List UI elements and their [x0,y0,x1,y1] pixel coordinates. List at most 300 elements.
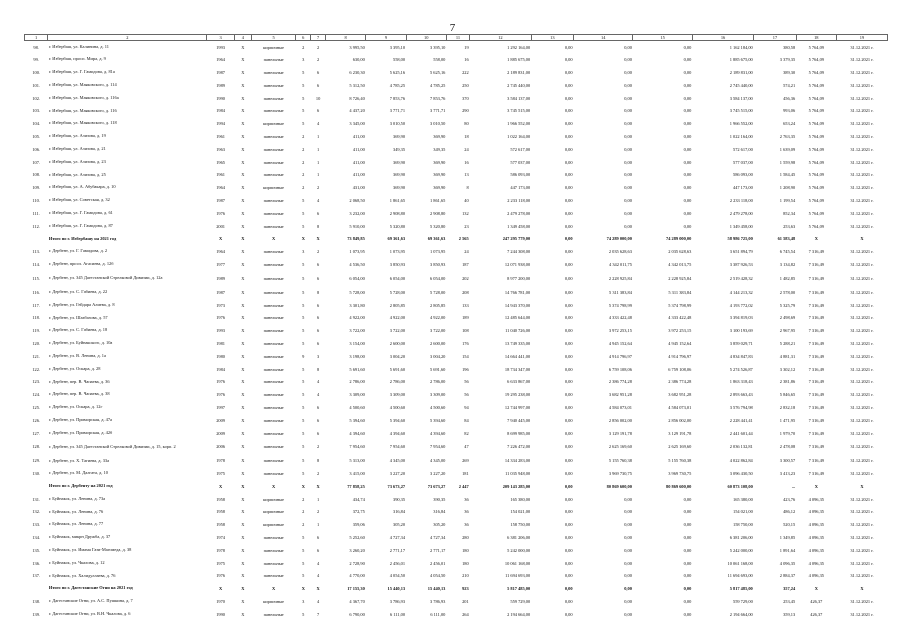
table-cell: Х [241,172,245,178]
table-cell: 0,00 [683,535,692,541]
table-cell: 3 969 730,75 [608,471,632,477]
table-cell: 1 162 184,00 [729,44,753,50]
address-cell: г. Дербент, ул. М. Далгата, д. 10 [48,470,108,476]
table-cell: 447 173,00 [733,185,753,191]
table-cell: 31.12.2021 г. [850,223,874,229]
table-cell: 247 295 779,00 [502,236,531,242]
subtotal-row [25,582,888,595]
table-cell: 2006 [216,444,225,450]
table-cell: 1976 [216,210,225,216]
table-cell: 1970 [216,599,225,605]
address-cell: г. Дербент, ул. Гейдара Алиева, д. 8 [48,301,115,307]
table-cell: 447 173,00 [510,185,531,191]
table-cell: 280 [462,535,469,541]
table-cell: 426,37 [810,611,823,617]
table-cell: 11 040 726,00 [505,328,531,334]
table-cell: 31.12.2021 г. [850,496,874,502]
page-number: 7 [449,22,456,34]
table-row [25,53,888,66]
table-cell: 4 785,25 [429,82,446,88]
table-cell: 2 856 002,00 [608,417,632,423]
table-cell: 0,00 [564,599,573,605]
table-cell: 80 [464,121,469,127]
table-cell: 1 [317,496,320,502]
table-cell: 122. [32,366,40,372]
address-cell: г. Дербент, ул. Х. Тагиева, д. 33а [48,457,110,463]
table-cell: 305,20 [393,522,406,528]
table-cell: 1 292 164,00 [507,44,531,50]
table-row [25,557,888,570]
table-cell: 5 394,60 [389,417,406,423]
table-cell: 7 316,49 [808,261,824,267]
address-cell: г. Дербент, пер. В. Чапаева, д. 38 [48,391,110,397]
table-cell: 577 037,00 [510,159,531,165]
table-cell: 2 786,00 [389,379,406,385]
table-cell: 264 [462,611,469,617]
table-cell: 1976 [216,573,225,579]
table-cell: 1 [317,522,320,528]
table-cell: 6 [317,328,320,334]
table-row [25,544,888,557]
table-cell: 5 728,00 [389,289,406,295]
table-cell: 1 891,64 [779,547,796,553]
table-cell: 137. [32,573,40,579]
table-cell: 1987 [216,197,225,203]
table-cell: панельные [263,108,284,114]
table-cell: 6 [317,535,320,541]
table-cell: 7 244 308,00 [507,249,531,255]
table-cell: кирпичные [263,121,285,127]
address-cell: г. Буйнакск, ул. Имама Гази-Магомеда, д. 38 [48,547,132,553]
table-cell: 2 228 441,41 [729,417,753,423]
table-cell: 222 [462,69,469,75]
table-cell: Х [241,315,245,321]
table-cell: 993,06 [783,108,796,114]
address-cell: г. Избербаш, ул. Калинина, д. 11 [48,43,109,49]
table-cell: 0,00 [564,560,573,566]
table-cell: 369,90 [393,159,406,165]
table-cell: 558,00 [433,57,446,63]
table-cell: Х [219,236,223,242]
table-cell: 369,90 [433,185,446,191]
table-cell: 109. [32,185,40,191]
table-cell: 5 625,16 [429,69,446,75]
table-cell: 4 367,70 [349,599,365,605]
table-cell: 4 096,35 [808,547,824,553]
table-cell: 5 [302,108,305,114]
table-cell: 2 233 118,00 [729,197,753,203]
table-cell: 3 232,00 [349,210,365,216]
table-cell: 154 [462,353,469,359]
table-cell: 2 456,01 [389,560,406,566]
table-cell: 2 381,86 [779,379,796,385]
table-cell: 0,00 [624,69,632,75]
table-cell: 31.12.2021 г. [850,430,874,436]
table-cell: 2 771,17 [389,547,406,553]
table-cell: 31.12.2021 г. [850,57,874,63]
table-cell: Х [219,483,223,489]
table-cell: 0,00 [564,172,573,178]
table-row [25,531,888,544]
table-cell: 456,36 [783,95,796,101]
table-cell: 4 [317,599,320,605]
table-cell: 4 834 847,83 [729,353,753,359]
table-cell: 1 208,90 [779,185,796,191]
table-cell: 5 [302,340,305,346]
table-cell: 4 096,35 [779,560,796,566]
table-cell: 2 [302,159,305,165]
table-cell: 3 227,20 [389,471,406,477]
table-cell: Х [241,223,245,229]
table-cell: 2 068,50 [349,197,365,203]
table-cell: 31.12.2021 г. [850,599,874,605]
table-cell: 0,00 [564,430,573,436]
table-cell: 2 786,00 [429,379,446,385]
table-cell: 16 [464,159,469,165]
address-cell: г. Буйнакск, ул. Ленина, д. 77 [48,521,104,527]
table-cell: 0,00 [564,261,573,267]
address-cell: г. Дербент, ул. С. Габиева, д. 18 [48,327,108,333]
table-cell: 4 922,00 [429,315,446,321]
table-cell: 7 316,49 [808,249,824,255]
table-cell: 31.12.2021 г. [850,261,874,267]
table-cell: 253,63 [783,223,796,229]
address-cell: г. Избербаш, ул. Маяковского, д. 118 [48,120,117,126]
table-cell: 119. [32,328,40,334]
table-cell: Х [241,328,245,334]
table-cell: 0,00 [564,573,573,579]
table-cell: 4 345,00 [429,458,446,464]
table-cell: 106. [32,146,40,152]
table-cell: 3 786,93 [429,599,446,605]
table-cell: 5 [302,392,305,398]
table-cell: 94 [464,404,469,410]
table-cell: 3 004,20 [389,353,406,359]
table-cell: панельные [263,611,284,617]
address-cell: г. Дагестанские Огни, ул. В.Н. Чкалова, д. 6 [48,611,131,617]
table-cell: Х [860,483,864,489]
table-cell: 5 320,80 [429,223,446,229]
table-cell: 1964 [216,185,225,191]
table-cell: 208 [462,289,469,295]
table-cell: 2 771,17 [429,547,446,553]
table-cell: 2 [302,509,305,515]
table-cell: 5 252,60 [349,535,365,541]
address-cell: г. Избербаш, ул. А. Абубакара, д. 10 [48,184,116,190]
table-row [25,143,888,156]
table-cell: 0,00 [564,197,573,203]
table-cell: Х [241,159,245,165]
table-cell: 0,00 [564,275,573,281]
table-cell: 2 441 601,44 [729,430,753,436]
table-cell: 1 073,95 [429,249,446,255]
table-cell: 36 [464,522,469,528]
table-cell: 3 198,00 [349,353,365,359]
table-cell: 0,00 [564,379,573,385]
table-cell: 520,15 [783,522,796,528]
table-cell: 8 [317,289,320,295]
table-cell: 5 728,00 [429,289,446,295]
table-cell: 1961 [216,133,225,139]
table-cell: панельные [263,535,284,541]
column-number: 13 [531,35,573,41]
table-cell: 3 301,80 [349,302,365,308]
table-cell: 5 817 485,00 [507,586,531,592]
table-cell: 0,00 [564,471,573,477]
table-row [25,299,888,312]
table-cell: 5 846,65 [779,392,796,398]
table-cell: 390,35 [393,496,406,502]
table-cell: 4 945 152,64 [668,340,692,346]
table-cell: панельные [263,210,284,216]
table-cell: 5 394,60 [349,417,365,423]
table-cell: 0,00 [564,535,573,541]
table-cell: 0,00 [624,535,632,541]
table-cell: 2 228 925,84 [608,275,632,281]
table-cell: Х [241,392,245,398]
table-cell: Х [219,586,223,592]
table-cell: 5 374 798,99 [668,302,692,308]
table-cell: 5 910,00 [349,223,365,229]
table-cell: 2009 [216,417,225,423]
table-cell: 129. [32,458,40,464]
table-cell: 6 [317,210,320,216]
table-cell: 0,00 [624,82,632,88]
table-cell: 31.12.2021 г. [850,108,874,114]
table-cell: 4 144 213,32 [729,289,753,295]
table-cell: 133 [462,302,469,308]
table-cell: 74 289 000,00 [666,236,692,242]
table-cell: 0,00 [624,159,632,165]
table-cell: 36 [464,509,469,515]
table-cell: 23 [464,223,469,229]
table-cell: 5 817 485,00 [729,586,753,592]
table-cell: 349,35 [433,146,446,152]
address-cell: г. Дербент, ул. 345 Дагестанской Стрелковой Дивизии, д. 12а [48,275,163,281]
table-cell: 15 440,13 [427,586,446,592]
table-row [25,258,888,271]
table-cell: 12 485 644,00 [504,315,531,321]
table-cell: панельные [263,573,284,579]
table-cell: 5 728,00 [349,289,365,295]
table-cell: 2 [317,249,320,255]
table-cell: 423,76 [783,496,796,502]
table-cell: Х [316,483,320,489]
table-cell: 14 334 283,00 [504,458,531,464]
table-cell: 4 584 073,01 [608,404,632,410]
table-cell: 0,00 [564,82,573,88]
table-cell: 7 316,49 [808,340,824,346]
table-row [25,350,888,363]
table-cell: 5 155 760,38 [668,458,692,464]
table-cell: 115. [32,275,40,281]
table-cell: 1 885 675,00 [729,57,753,63]
table-cell: 31.12.2021 г. [850,379,874,385]
table-cell: 559 729,00 [733,599,753,605]
table-cell: 2 [317,185,320,191]
table-cell: 1978 [216,547,225,553]
address-cell: г. Избербаш, просп. Мира, д. 9 [48,56,106,62]
table-cell: 4 [317,573,320,579]
table-cell: 1958 [216,509,225,515]
table-cell: 2 519 428,32 [729,275,753,281]
table-cell: 5 764,09 [808,197,824,203]
table-cell: кирпичные [263,509,285,515]
table-cell: 4 [317,560,320,566]
table-cell: 3 [302,599,305,605]
table-cell: 0,00 [564,249,573,255]
table-cell: 5 242 000,00 [729,547,753,553]
table-cell: 2 194 664,00 [729,611,753,617]
table-cell: 73 673,27 [427,483,446,489]
table-cell: 0,00 [624,146,632,152]
table-cell: 7 316,49 [808,471,824,477]
table-cell: 369,90 [393,185,406,191]
table-cell: 1 966 552,00 [729,121,753,127]
table-row [25,388,888,401]
table-cell: 2 908,80 [389,210,406,216]
table-cell: панельные [263,379,284,385]
table-cell: 0,00 [564,392,573,398]
table-cell: 24 [464,249,469,255]
table-cell: 1963 [216,146,225,152]
table-cell: Х [316,586,320,592]
table-cell: 0,00 [683,121,692,127]
table-cell: панельные [263,95,284,101]
table-cell: 2 763,35 [779,133,796,139]
table-cell: кирпичные [263,496,285,502]
table-cell: 3 972 253,15 [608,328,632,334]
table-row [25,570,888,583]
table-cell: 2 [302,185,305,191]
table-cell: 1974 [216,535,225,541]
table-cell: 2 498,69 [779,315,796,321]
table-cell: 1993 [216,328,225,334]
table-cell: 3 309,00 [349,392,365,398]
table-cell: 139. [32,611,40,617]
table-cell: 6 [317,315,320,321]
table-cell: 2 805,85 [429,302,446,308]
address-cell: г. Дербент, ул. Приморская, д. 47а [48,416,112,422]
table-cell: 4 727,34 [429,535,446,541]
table-cell: 31.12.2021 г. [850,275,874,281]
table-cell: 4 054,50 [429,573,446,579]
table-cell: Х [241,82,245,88]
column-number: 1 [25,35,48,41]
table-cell: 108 [462,328,469,334]
address-cell: г. Дербент, ул. Оскара, д. 12г [48,404,103,410]
table-cell: панельные [263,159,284,165]
table-cell: 2 189 831,00 [507,69,531,75]
table-cell: 31.12.2021 г. [850,573,874,579]
table-cell: 411,00 [352,172,365,178]
table-cell: панельные [263,69,284,75]
table-cell: Х [814,236,818,242]
table-cell: 4 437,20 [349,108,365,114]
table-cell: 114. [32,261,40,267]
table-cell: 3 850,93 [429,261,446,267]
table-cell: 3 850,93 [389,261,406,267]
table-cell: 105. [32,133,40,139]
table-cell: 2 194 664,00 [507,611,531,617]
table-cell: 14 943 370,00 [504,302,531,308]
table-cell: 2 233 118,00 [507,197,531,203]
table-cell: 6 111,00 [430,611,446,617]
table-cell: 0,00 [564,133,573,139]
table-cell: 31.12.2021 г. [850,249,874,255]
table-cell: 411,00 [352,159,365,165]
address-cell: г. Избербаш, ул. Азизова, д. 25 [48,171,106,177]
table-cell: Х [241,69,245,75]
table-cell: 5 [302,328,305,334]
table-cell: 369,90 [393,133,406,139]
table-cell: 4 193 772,02 [729,302,753,308]
table-cell: 4 096,35 [808,522,824,528]
table-cell: Х [241,611,245,617]
table-cell: 411,00 [352,146,365,152]
table-cell: 2 600,00 [389,340,406,346]
table-cell: 6 054,00 [389,275,406,281]
table-cell: 31.12.2021 г. [850,509,874,515]
table-cell: 1981 [216,340,225,346]
table-cell: 6 [317,261,320,267]
table-cell: 0,00 [624,547,632,553]
table-cell: 6 633 867,00 [507,379,531,385]
table-cell: 0,00 [564,69,573,75]
table-cell: 0,00 [624,95,632,101]
table-cell: 2 [317,444,320,450]
table-cell: 104. [32,121,40,127]
table-cell: 158 750,00 [733,522,753,528]
table-cell: Х [241,57,245,63]
table-cell: 2 728,90 [349,560,365,566]
table-cell: 4 333 422,48 [608,315,632,321]
table-cell: 7 954,60 [349,444,365,450]
table-cell: 2 [302,522,305,528]
table-cell: 1984 [216,108,225,114]
table-cell: 82 [464,430,469,436]
table-cell: 84 [464,417,469,423]
table-cell: 133. [32,522,40,528]
table-cell: 99. [33,57,39,63]
table-cell: Х [241,471,245,477]
table-cell: 0,00 [564,44,573,50]
table-row [25,427,888,440]
table-cell: 5 [302,547,305,553]
table-cell: 5 [302,611,305,617]
table-cell: 31.12.2021 г. [850,458,874,464]
address-cell: г. Буйнакск, ул. Ленина, д. 73а [48,495,106,501]
table-cell: 2 884,37 [779,573,796,579]
table-cell: кирпичные [263,44,285,50]
table-cell: 2 [302,133,305,139]
table-cell: 128. [32,444,40,450]
table-cell: 134. [32,535,40,541]
table-row [25,168,888,181]
table-cell: 5 764,09 [808,108,824,114]
table-cell: 2 786,00 [349,379,365,385]
table-cell: кирпичные [263,522,285,528]
table-cell: Х [241,108,245,114]
table-cell: 0,00 [564,483,573,489]
table-cell: 3 309,00 [429,392,446,398]
table-cell: 3 302,12 [779,366,796,372]
table-row [25,595,888,608]
table-cell: Х [241,547,245,553]
table-cell: 5 764,09 [808,159,824,165]
table-cell: 3 100 193,69 [729,328,753,334]
table-cell: 3 129 191,78 [608,430,632,436]
